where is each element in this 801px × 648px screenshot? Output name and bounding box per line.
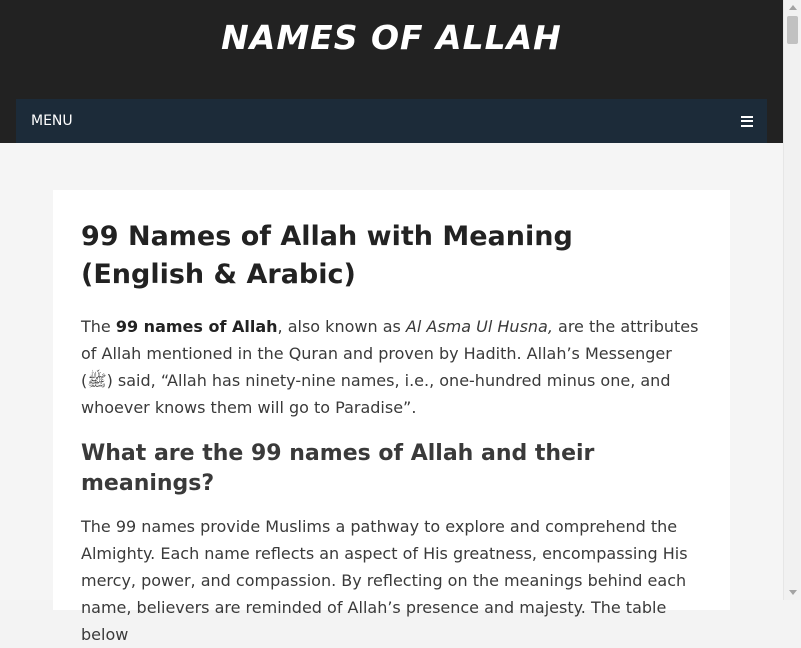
article-title: 99 Names of Allah with Meaning (English & Arabic) [81, 221, 573, 290]
intro-paragraph [81, 313, 702, 421]
hamburger-line [741, 116, 753, 118]
hamburger-line [741, 125, 753, 127]
hamburger-icon[interactable] [741, 116, 753, 127]
site-title-link[interactable]: NAMES OF ALLAH [221, 18, 562, 57]
vertical-scrollbar[interactable] [783, 0, 800, 600]
section-paragraph: The 99 names provide Muslims a pathway to explore and comprehend the Almighty. Each name reflects an aspect of His greatness, encompassing His mercy, power, and compassion. By reflecting on the meanings behind each name, believers are reminded of Allah’s presence and majesty. The table below [81, 517, 688, 644]
main-navigation[interactable] [16, 99, 767, 143]
intro-prefix: The [81, 317, 116, 336]
article-content [53, 190, 730, 644]
intro-suffix: are the attributes of Allah mentioned in the Quran and proven by Hadith. Allah’s Messenger (ﷺ) said, “Allah has ninety-nine names, i.e., one-hundred minus one, and whoever knows them will go to Paradise”. [81, 317, 699, 417]
intro-italic-text: Al Asma Ul Husna, [405, 317, 553, 336]
scrollbar-thumb[interactable] [787, 16, 798, 44]
scroll-up-arrow-icon[interactable] [784, 0, 801, 15]
hamburger-line [741, 120, 753, 122]
menu-label[interactable]: MENU [31, 113, 73, 129]
intro-middle: , also known as [277, 317, 406, 336]
intro-bold-text: 99 names of Allah [115, 317, 278, 336]
scroll-down-arrow-icon[interactable] [784, 585, 801, 600]
site-header [0, 0, 783, 143]
section-heading: What are the 99 names of Allah and their meanings? [81, 441, 595, 496]
